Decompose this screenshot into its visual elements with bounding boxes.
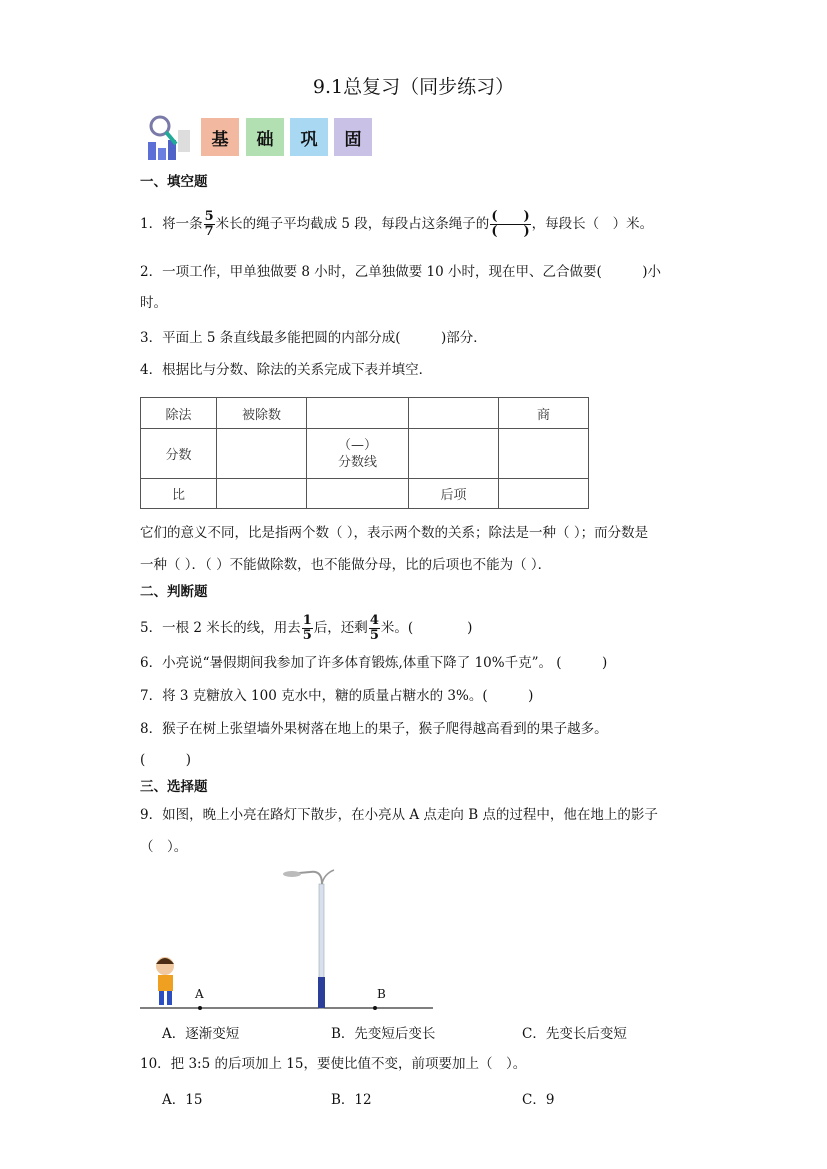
question-3: 3．平面上 5 条直线最多能把圆的内部分成( )部分． <box>140 330 487 346</box>
fraction <box>369 614 380 643</box>
magnifier-icon <box>140 112 192 162</box>
q5-text: 5．一根 2 米长的线，用去 <box>140 620 301 636</box>
table-cell: 比 <box>141 479 217 509</box>
option-c[interactable]: C．先变长后变短 <box>522 1026 627 1042</box>
option-c[interactable]: C．9 <box>522 1092 555 1108</box>
section-heading: 一、填空题 <box>140 174 208 190</box>
question-6: 6．小亮说“暑假期间我参加了许多体育锻炼,体重下降了 10%千克”。 ( ) <box>140 655 608 671</box>
boy-icon <box>156 957 174 1005</box>
numerator: 4 <box>369 613 379 628</box>
table-cell[interactable] <box>307 479 409 509</box>
denominator-blank[interactable]: ( ) <box>491 224 530 239</box>
table-cell[interactable] <box>409 398 499 429</box>
option-a[interactable]: A．逐渐变短 <box>162 1026 240 1042</box>
point-a-label: A <box>195 987 204 1001</box>
numerator: 5 <box>204 209 214 224</box>
q5-text: 米。( ) <box>380 620 473 636</box>
table-cell: 除法 <box>141 398 217 429</box>
denominator: 7 <box>204 224 214 239</box>
question-10: 10．把 3:5 的后项加上 15，要使比值不变，前项要加上（ ）。 <box>140 1056 527 1072</box>
question-8-answer[interactable]: ( ) <box>140 752 192 768</box>
table-cell: 后项 <box>409 479 499 509</box>
table-cell[interactable] <box>217 479 307 509</box>
point-b <box>373 1006 377 1010</box>
table-cell: （—） 分数线 <box>307 429 409 479</box>
banner-tile: 基 <box>201 118 239 156</box>
table-cell[interactable] <box>499 429 589 479</box>
q1-text: 米长的绳子平均截成 5 段，每段占这条绳子的 <box>215 216 490 232</box>
fraction <box>204 210 215 239</box>
banner-tile: 固 <box>334 118 372 156</box>
option-a[interactable]: A．15 <box>162 1092 203 1108</box>
streetlight-figure <box>138 862 438 1012</box>
table-cell[interactable] <box>409 429 499 479</box>
option-b[interactable]: B．先变短后变长 <box>331 1026 436 1042</box>
question-8: 8．猴子在树上张望墙外果树落在地上的果子，猴子爬得越高看到的果子越多。 <box>140 721 608 737</box>
table-cell[interactable] <box>499 479 589 509</box>
table-cell: 被除数 <box>217 398 307 429</box>
denominator: 5 <box>302 628 312 643</box>
page-title: 9.1总复习（同步练习） <box>312 76 515 98</box>
numerator: 1 <box>302 613 312 628</box>
point-a <box>198 1006 202 1010</box>
section-heading: 三、选择题 <box>140 779 208 795</box>
lamp-head <box>283 871 301 877</box>
banner-tile: 巩 <box>290 118 328 156</box>
table-cell[interactable] <box>307 398 409 429</box>
relation-table <box>140 397 589 509</box>
q1-text: ，每段长（ ）米。 <box>531 216 654 232</box>
table-cell[interactable] <box>217 429 307 479</box>
numerator-blank[interactable]: ( ) <box>491 209 530 224</box>
question-5 <box>140 614 472 643</box>
question-7: 7．将 3 克糖放入 100 克水中，糖的质量占糖水的 3%。( ) <box>140 688 534 704</box>
point-b-label: B <box>377 987 386 1001</box>
table-cell: 商 <box>499 398 589 429</box>
question-9: 9．如图，晚上小亮在路灯下散步，在小亮从 A 点走向 B 点的过程中，他在地上的影子 <box>140 807 658 823</box>
fraction <box>302 614 313 643</box>
question-2: 2．一项工作，甲单独做要 8 小时，乙单独做要 10 小时，现在甲、乙合做要( )小 <box>140 264 662 280</box>
option-b[interactable]: B．12 <box>331 1092 372 1108</box>
question-1 <box>140 210 653 239</box>
question-4: 4．根据比与分数、除法的关系完成下表并填空． <box>140 362 433 378</box>
section-heading: 二、判断题 <box>140 584 208 600</box>
q1-text: 1．将一条 <box>140 216 203 232</box>
banner-tile: 础 <box>246 118 284 156</box>
denominator: 5 <box>369 628 379 643</box>
question-4-text: 它们的意义不同，比是指两个数（ ），表示两个数的关系；除法是一种（ ）；而分数是 <box>140 525 649 541</box>
question-9-cont: （ ）。 <box>140 839 188 855</box>
q5-text: 后，还剩 <box>313 620 368 636</box>
question-4-text: 一种（ ）．（ ）不能做除数，也不能做分母，比的后项也不能为（ ）． <box>140 557 552 573</box>
question-2-cont: 时。 <box>140 295 167 311</box>
blank-fraction[interactable] <box>490 210 530 239</box>
table-cell: 分数 <box>141 429 217 479</box>
